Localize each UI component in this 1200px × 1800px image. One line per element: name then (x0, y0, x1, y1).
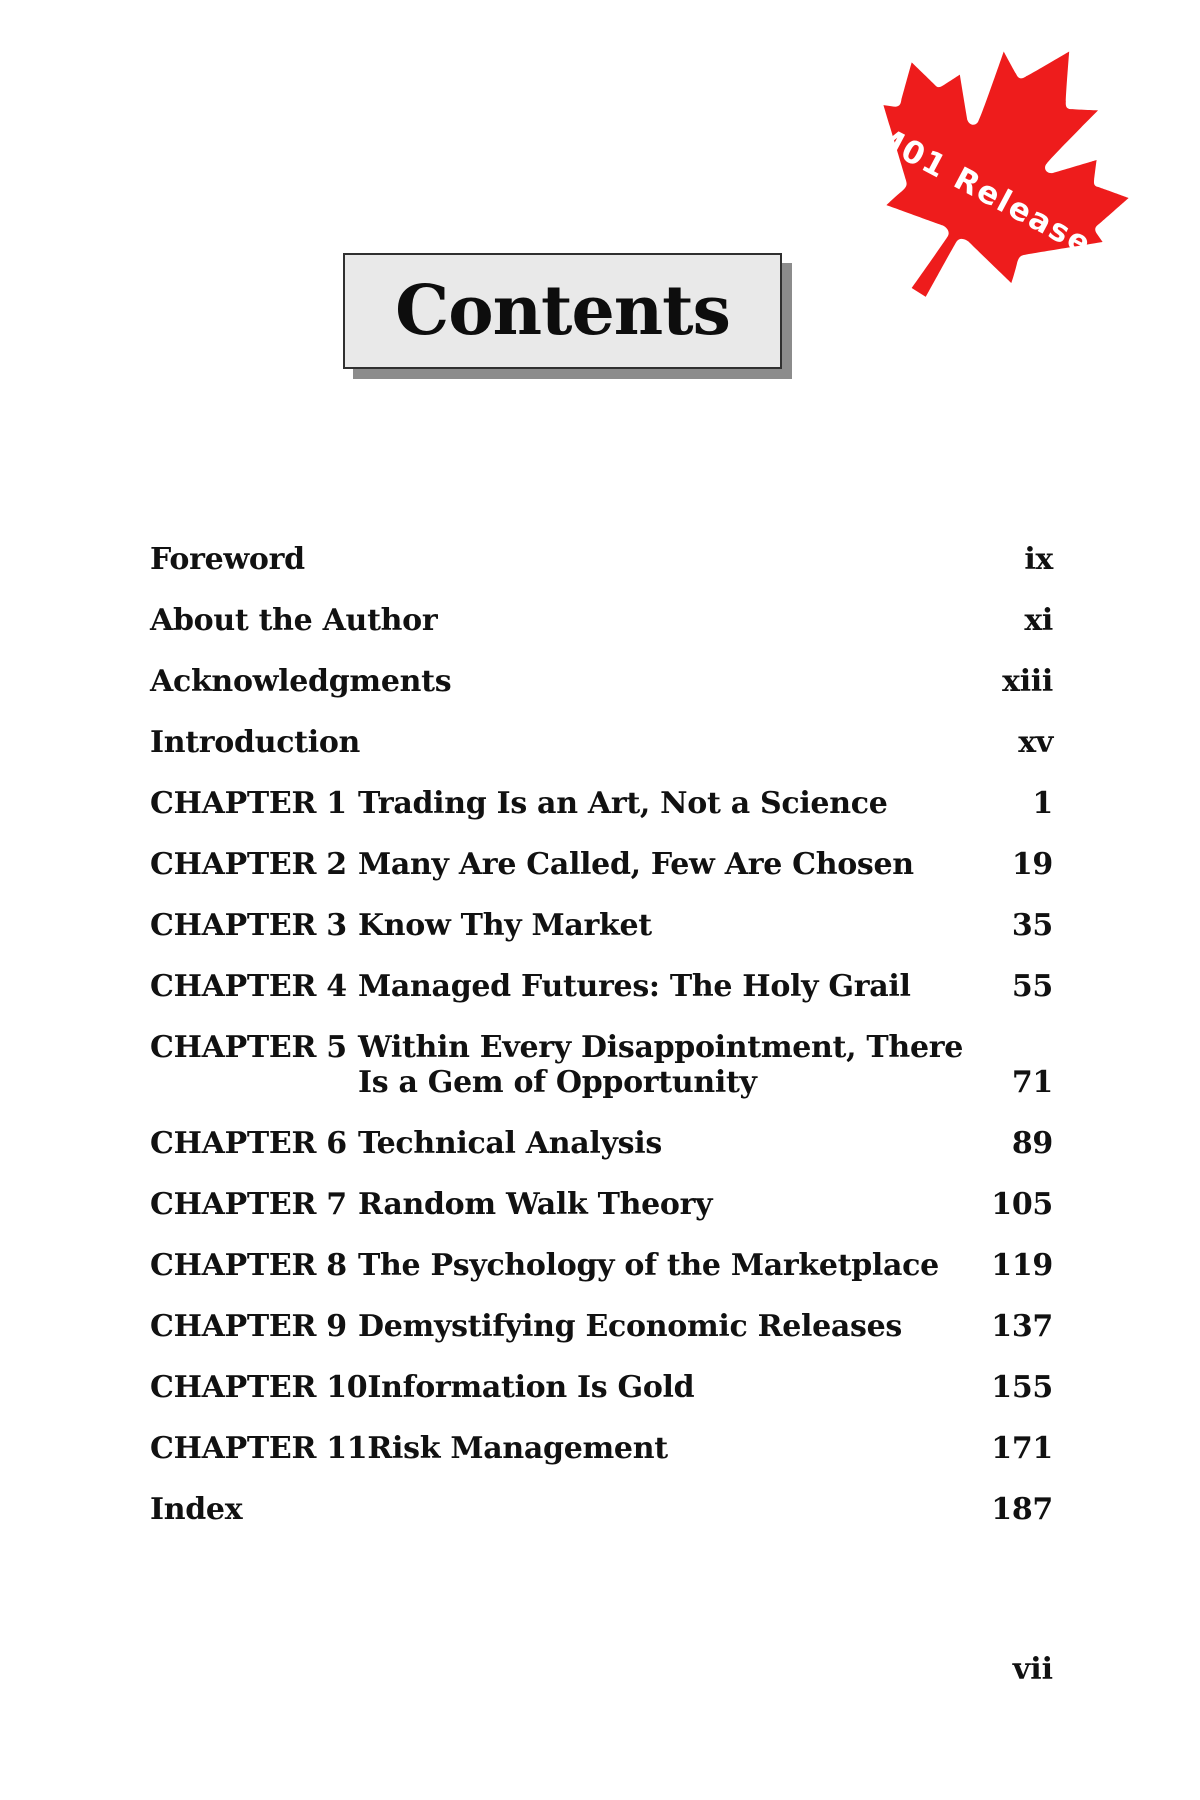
toc-entry-title: Foreword (150, 542, 305, 577)
chapter-label: CHAPTER 6 (150, 1126, 347, 1161)
chapter-label: CHAPTER 10 (150, 1370, 368, 1405)
toc-row (150, 1370, 1053, 1405)
toc-page-number: 155 (991, 1370, 1053, 1405)
chapter-title (358, 847, 992, 882)
chapter-title-line: Trading Is an Art, Not a Science (358, 786, 888, 821)
chapter-label: CHAPTER 1 (150, 786, 347, 821)
toc-page-number: 137 (991, 1309, 1053, 1344)
toc-page-number: 35 (1011, 908, 1053, 943)
chapter-title (358, 1248, 971, 1283)
chapter-title (367, 1431, 971, 1466)
chapter-title-line: Managed Futures: The Holy Grail (358, 969, 911, 1004)
chapter-title-line: Information Is Gold (367, 1370, 695, 1405)
toc-page-number: 1 (1032, 786, 1053, 821)
chapter-label: CHAPTER 3 (150, 908, 347, 943)
toc-row (150, 786, 1053, 821)
table-of-contents (150, 542, 1053, 1553)
toc-row (150, 1248, 1053, 1283)
toc-page-number: 171 (991, 1431, 1053, 1466)
page-title: Contents (395, 271, 730, 351)
chapter-title (367, 1370, 971, 1405)
toc-row (150, 1126, 1053, 1161)
chapter-title-line: Within Every Disappointment, There (358, 1030, 964, 1065)
toc-page-number: 105 (991, 1187, 1053, 1222)
toc-row (150, 1030, 1053, 1100)
toc-row (150, 1309, 1053, 1344)
chapter-title (358, 1126, 992, 1161)
chapter-title (358, 1309, 971, 1344)
toc-page-number: 187 (991, 1492, 1053, 1527)
chapter-title-line: Know Thy Market (358, 908, 652, 943)
toc-row (150, 603, 1053, 638)
toc-entry-title: Acknowledgments (150, 664, 452, 699)
chapter-title-line: Is a Gem of Opportunity (358, 1065, 757, 1100)
chapter-label: CHAPTER 2 (150, 847, 347, 882)
chapter-title-line: The Psychology of the Marketplace (358, 1248, 939, 1283)
toc-row (150, 1492, 1053, 1527)
toc-page-number: xi (1024, 603, 1053, 638)
toc-row (150, 725, 1053, 760)
toc-page-number: 55 (1011, 969, 1053, 1004)
chapter-title (358, 969, 992, 1004)
chapter-title-line: Random Walk Theory (358, 1187, 713, 1222)
chapter-title (358, 1187, 971, 1222)
toc-entry-title: Index (150, 1492, 243, 1527)
chapter-label: CHAPTER 4 (150, 969, 347, 1004)
toc-page-number: 119 (991, 1248, 1053, 1283)
chapter-label: CHAPTER 9 (150, 1309, 347, 1344)
toc-row (150, 664, 1053, 699)
toc-page-number: xiii (1002, 664, 1053, 699)
release-stamp-text: M01 Release (865, 116, 1099, 264)
toc-page-number: ix (1024, 542, 1053, 577)
toc-page-number: 71 (1011, 1065, 1053, 1100)
chapter-title (358, 786, 1012, 821)
chapter-label: CHAPTER 7 (150, 1187, 347, 1222)
toc-row (150, 1187, 1053, 1222)
chapter-title-line: Demystifying Economic Releases (358, 1309, 903, 1344)
chapter-title-line: Many Are Called, Few Are Chosen (358, 847, 914, 882)
toc-page-number: 89 (1011, 1126, 1053, 1161)
chapter-title (358, 908, 992, 943)
chapter-label: CHAPTER 11 (150, 1431, 368, 1466)
page-folio: vii (1012, 1652, 1053, 1687)
toc-row (150, 542, 1053, 577)
toc-page-number: 19 (1011, 847, 1053, 882)
chapter-label: CHAPTER 8 (150, 1248, 347, 1283)
toc-row (150, 847, 1053, 882)
chapter-title-line: Risk Management (367, 1431, 668, 1466)
toc-page-number: xv (1018, 725, 1053, 760)
chapter-title (358, 1030, 992, 1100)
chapter-title-line: Technical Analysis (358, 1126, 662, 1161)
toc-entry-title: Introduction (150, 725, 361, 760)
contents-title-box (343, 253, 782, 369)
toc-row (150, 969, 1053, 1004)
chapter-label: CHAPTER 5 (150, 1030, 347, 1065)
toc-row (150, 1431, 1053, 1466)
toc-entry-title: About the Author (150, 603, 438, 638)
toc-row (150, 908, 1053, 943)
